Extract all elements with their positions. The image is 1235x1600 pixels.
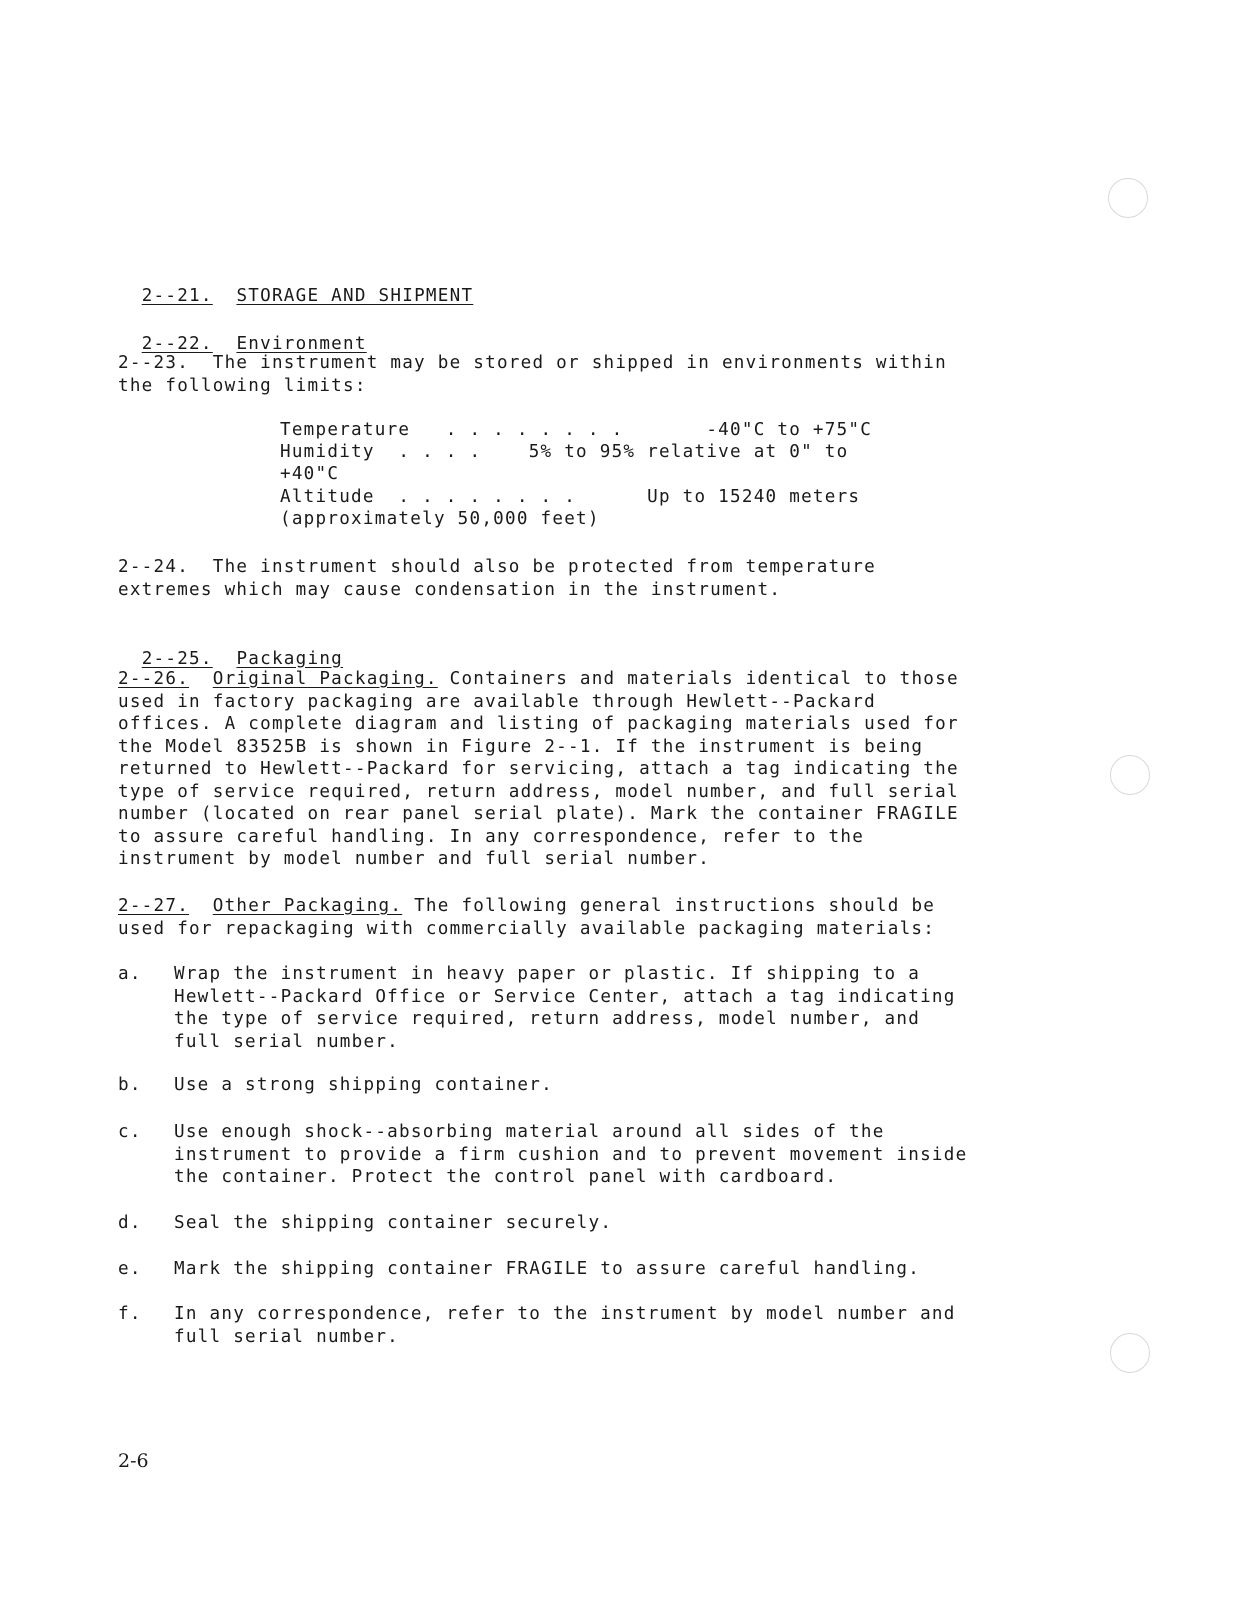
para-26-text: Containers and materials identical to those used in factory packaging are available through Hewlett--Packard offices. A complete diagram and listing of packaging materials used for the Model 83525B is shown in Figure 2--1. If the instrument is being returned to Hewlett--Packard for servicing, attach a tag indicating the type of service required, return address, model number, and full serial number (located on rear panel serial plate). Mark the container FRAGILE to assure careful handling. In any correspondence, refer to the instrument by model number and full serial number. [118,669,959,869]
paragraph-2-24: 2--24. The instrument should also be protected from temperature extremes which may cause condensation in the instrument. [118,557,876,600]
limit-altitude: Altitude . . . . . . . . Up to 15240 meters [280,487,861,507]
list-item-text: Mark the shipping container FRAGILE to assure careful handling. [174,1259,921,1279]
list-item-label: b. [118,1075,142,1095]
limit-temperature: Temperature . . . . . . . . -40"C to +75"C [280,420,873,440]
punch-hole-bottom [1110,1333,1150,1373]
list-item [118,1303,1108,1348]
list-item-label: a. [118,964,142,984]
page-number: 2-6 [118,1450,149,1472]
para-26-number: 2--26. [118,669,190,689]
section-number: 2--21. [141,285,213,306]
para-27-text: The following general instructions should be used for repackaging with commercially available packaging materials: [118,896,936,939]
limit-humidity: Humidity . . . . 5% to 95% relative at 0" to [280,442,849,462]
section-title: STORAGE AND SHIPMENT [236,285,474,306]
punch-hole-top [1108,178,1148,218]
packaging-title: Packaging [236,648,344,669]
list-item-label: c. [118,1122,142,1142]
paragraph-2-23: 2--23. The instrument may be stored or shipped in environments within the following limits: [118,353,947,396]
list-item-text: Use a strong shipping container. [174,1075,553,1095]
limit-altitude-cont: (approximately 50,000 feet) [280,509,600,529]
paragraph-2-27 [118,895,1108,940]
list-item-label: e. [118,1259,142,1279]
limit-humidity-cont: +40"C [280,464,340,484]
list-item [118,1074,1108,1097]
list-item-text: In any correspondence, refer to the instrument by model number and full serial number. [174,1304,956,1347]
list-item [118,1121,1108,1189]
para-27-title: Other Packaging. [212,896,403,916]
list-item [118,1258,1108,1281]
para-26-title: Original Packaging. [212,669,438,689]
environment-title: Environment [236,333,367,354]
packaging-heading [118,625,1108,670]
environment-number: 2--22. [141,333,213,354]
punch-hole-middle [1110,755,1150,795]
list-item-text: Use enough shock--absorbing material around all sides of the instrument to provide a firm cushion and to prevent movement inside the container. Protect the control panel with cardboard. [174,1122,968,1187]
list-item [118,963,1108,1053]
paragraph-2-26 [118,668,1108,871]
environment-heading [118,310,1108,355]
section-heading [118,262,1108,307]
list-item-text: Wrap the instrument in heavy paper or plastic. If shipping to a Hewlett--Packard Office or Service Center, attach a tag indicating the type of service required, return address, model number, and full serial number. [174,964,956,1052]
list-item-text: Seal the shipping container securely. [174,1213,613,1233]
packaging-number: 2--25. [141,648,213,669]
para-27-number: 2--27. [118,896,190,916]
list-item [118,1212,1108,1235]
list-item-label: d. [118,1213,142,1233]
list-item-label: f. [118,1304,142,1324]
